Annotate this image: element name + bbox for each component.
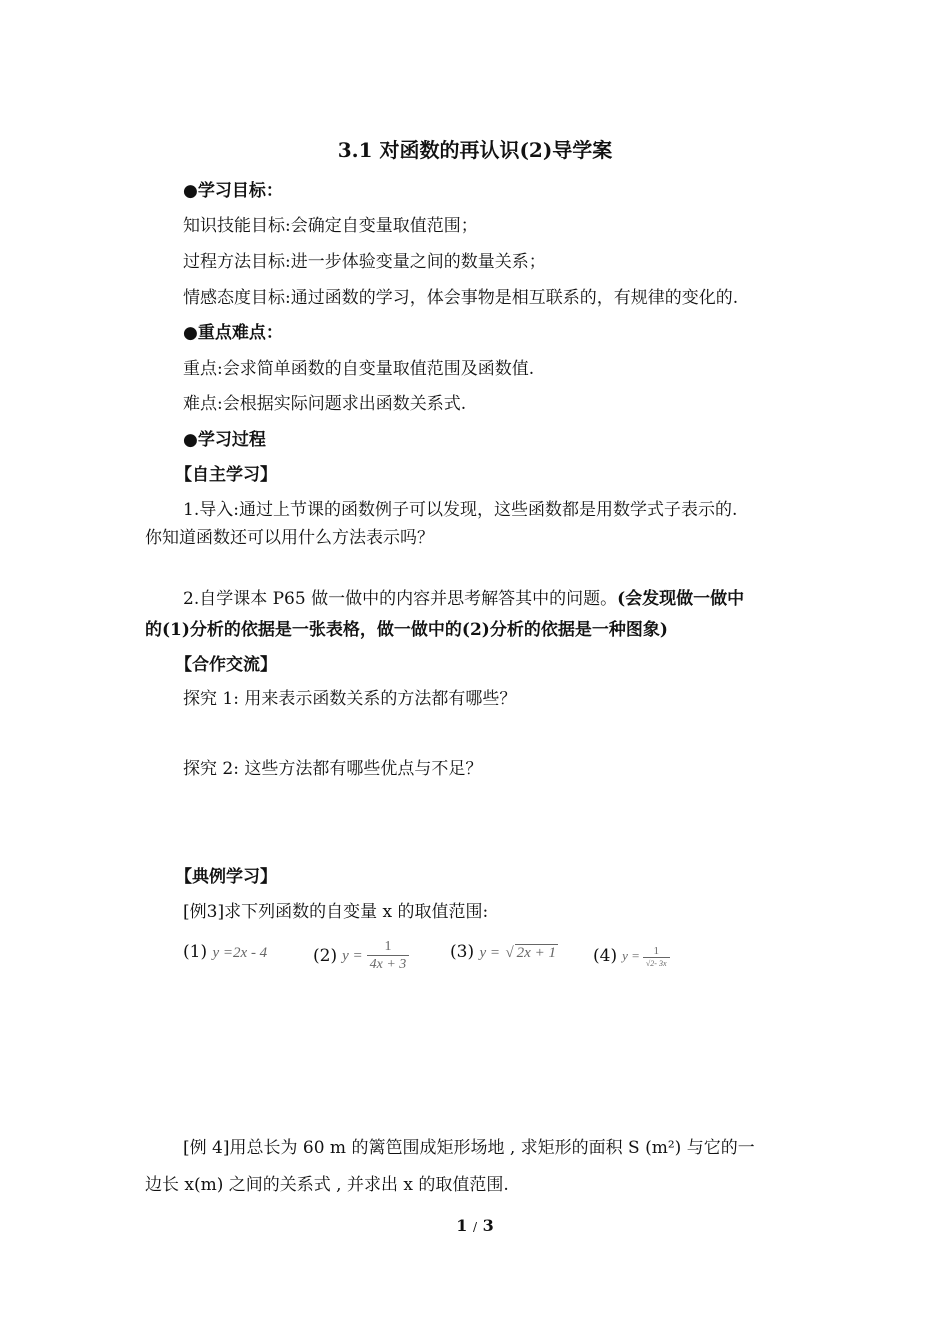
- keypoint-difficult: 难点:会根据实际问题求出函数关系式.: [183, 394, 467, 414]
- self-study-item2-line1: [183, 584, 744, 609]
- item2-bold-text: (会发现做一做中: [617, 589, 745, 609]
- formula-1-expression: y =2x - 4: [212, 945, 268, 961]
- formula-2-numerator: 1: [384, 939, 392, 954]
- example-4-line2: 边长 x(m) 之间的关系式 , 并求出 x 的取值范围.: [145, 1175, 509, 1195]
- formula-4-radicand: 2- 3x: [650, 958, 667, 968]
- formula-2-lhs: y =: [342, 947, 363, 964]
- item2-normal-text: 2.自学课本 P65 做一做中的内容并思考解答其中的问题。: [183, 589, 618, 609]
- formula-4-label: (4): [593, 946, 618, 966]
- cooperation-heading: 【合作交流】: [175, 655, 277, 675]
- formula-4-fraction: [643, 945, 670, 968]
- keypoints-heading: ●重点难点：: [183, 323, 283, 343]
- formula-4: [593, 934, 670, 978]
- current-page: 1: [456, 1216, 468, 1235]
- formula-4-numerator: 1: [653, 944, 659, 957]
- self-study-item2-line2: 的(1)分析的依据是一张表格，做一做中的(2)分析的依据是一种图象): [145, 620, 668, 640]
- formula-4-lhs: y =: [622, 948, 640, 963]
- goal-knowledge: 知识技能目标:会确定自变量取值范围；: [183, 216, 478, 236]
- formula-1-label: (1): [183, 942, 208, 962]
- explore-1: 探究 1: 用来表示函数关系的方法都有哪些？: [183, 689, 517, 709]
- self-study-item1-line1: 1.导入:通过上节课的函数例子可以发现，这些函数都是用数学式子表示的.: [183, 500, 738, 520]
- sqrt-symbol: √ 2x + 1: [505, 945, 556, 961]
- document-title: 3.1 对函数的再认识(2)导学案: [337, 138, 613, 162]
- formula-4-denominator: √2- 3x: [643, 957, 670, 968]
- goals-heading: ●学习目标：: [183, 181, 283, 201]
- example-4-line1: [例 4]用总长为 60 m 的篱笆围成矩形场地 , 求矩形的面积 S (m²) 与它的一: [183, 1138, 755, 1158]
- keypoint-key: 重点:会求简单函数的自变量取值范围及函数值.: [183, 359, 535, 379]
- explore-2: 探究 2: 这些方法都有哪些优点与不足？: [183, 759, 483, 779]
- self-study-item1-line2: 你知道函数还可以用什么方法表示吗？: [145, 528, 434, 548]
- formula-2-fraction: [367, 939, 410, 973]
- formula-3-radicand: 2x + 1: [516, 945, 556, 961]
- total-pages: 3: [482, 1216, 494, 1235]
- examples-heading: 【典例学习】: [175, 867, 277, 887]
- goal-process: 过程方法目标:进一步体验变量之间的数量关系；: [183, 252, 546, 272]
- formula-2-denominator: 4x + 3: [367, 955, 410, 973]
- formula-3-lhs: y =: [479, 945, 501, 961]
- formula-2-label: (2): [313, 946, 338, 966]
- formula-3-label: (3): [450, 942, 475, 962]
- formula-3: [450, 942, 558, 962]
- formula-2: [313, 934, 409, 978]
- page-separator: /: [472, 1220, 478, 1234]
- process-heading: ●学习过程: [183, 430, 266, 450]
- example-3-prompt: [例3]求下列函数的自变量 x 的取值范围:: [183, 902, 489, 922]
- self-study-heading: 【自主学习】: [175, 465, 277, 485]
- goal-attitude: 情感态度目标:通过函数的学习，体会事物是相互联系的，有规律的变化的.: [183, 288, 739, 308]
- page-number: [0, 1216, 950, 1235]
- formula-1: [183, 942, 267, 962]
